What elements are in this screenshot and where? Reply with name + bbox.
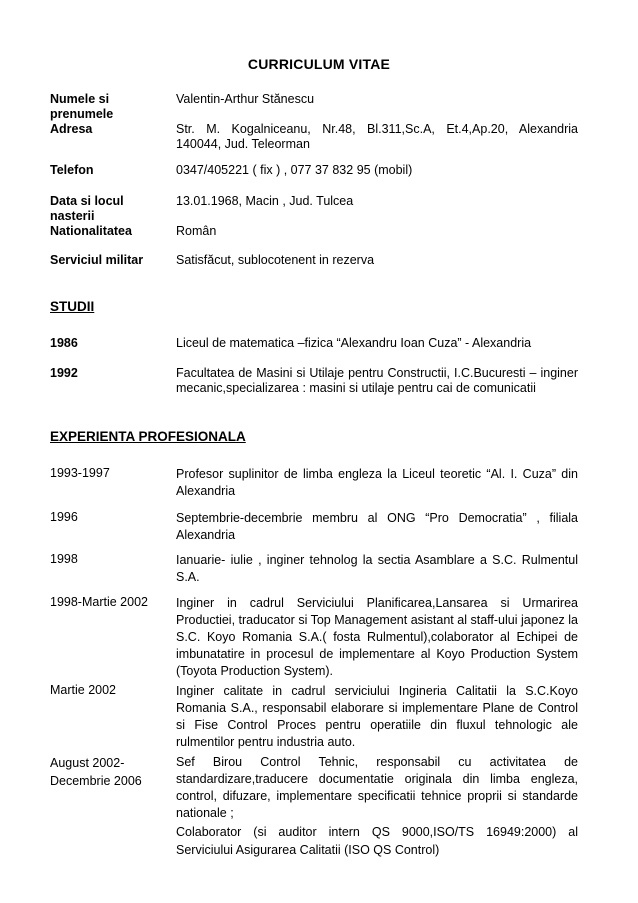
info-label: Serviciul militar — [50, 253, 144, 267]
experience-period-start: August 2002- — [50, 756, 125, 770]
section-heading-studii: STUDII — [50, 299, 95, 314]
experience-period: Martie 2002 — [50, 683, 117, 697]
experience-text: Inginer in cadrul Serviciului Planificarea,Lansarea si Urmarirea Productiei, traducator si Top Management asistant al staff-ului japonez la S.C. Koyo Romania S.A.( fosta Rulmentul),colaborator al Echipei de imbunatatire in procesul de implementare al Koyo Production System (Toyota Production System). — [176, 596, 578, 678]
study-text: Facultatea de Masini si Utilaje pentru Constructii, I.C.Bucuresti – inginer mecanic,specializarea : masini si utilaje pentru cai de comunicatii — [176, 366, 578, 395]
info-value: Satisfăcut, sublocotenent in rezerva — [176, 253, 375, 267]
study-year: 1986 — [50, 336, 78, 350]
info-value: Valentin-Arthur Stănescu — [176, 92, 315, 106]
info-label: Numele si prenumele — [50, 92, 114, 121]
experience-text-part1: Sef Birou Control Tehnic, responsabil cu activitatea de standardizare,traducere documentatie originala din limba engleza, control, difuzare, implementare specificatii tehnice proprii si standarde nationale ; — [176, 755, 578, 820]
experience-period-end: Decembrie 2006 — [50, 774, 142, 788]
experience-period — [50, 754, 165, 790]
study-year: 1992 — [50, 366, 78, 380]
experience-text: Septembrie-decembrie membru al ONG “Pro Democratia” , filiala Alexandria — [176, 511, 578, 542]
experience-period: 1993-1997 — [50, 466, 110, 480]
info-value: Str. M. Kogalniceanu, Nr.48, Bl.311,Sc.A, Et.4,Ap.20, Alexandria 140044, Jud. Teleorman — [176, 122, 578, 151]
experience-period: 1996 — [50, 510, 78, 524]
info-value: Român — [176, 224, 217, 238]
experience-text: Inginer calitate in cadrul serviciului Ingineria Calitatii la S.C.Koyo Romania S.A., responsabil elaborare si implementare Plane de Control si Fise Control Proces pentru operatiile din fluxul tehnologic ale rulmentilor pentru industria auto. — [176, 684, 578, 749]
experience-period: 1998 — [50, 552, 78, 566]
info-label: Data si locul nasterii — [50, 194, 124, 223]
info-label: Nationalitatea — [50, 224, 132, 238]
info-label: Telefon — [50, 163, 94, 177]
experience-text-part2: Colaborator (si auditor intern QS 9000,ISO/TS 16949:2000) al Serviciului Asigurarea Calitatii (ISO QS Control) — [176, 825, 578, 857]
info-label: Adresa — [50, 122, 93, 136]
info-value: 13.01.1968, Macin , Jud. Tulcea — [176, 194, 354, 208]
experience-period: 1998-Martie 2002 — [50, 595, 148, 609]
experience-text: Ianuarie- iulie , inginer tehnolog la sectia Asamblare a S.C. Rulmentul S.A. — [176, 553, 578, 584]
info-value: 0347/405221 ( fix ) , 077 37 832 95 (mobil) — [176, 163, 413, 177]
page-title: CURRICULUM VITAE — [247, 56, 391, 72]
experience-text — [176, 754, 578, 859]
experience-text: Profesor suplinitor de limba engleza la Liceul teoretic “Al. I. Cuza” din Alexandria — [176, 467, 578, 498]
section-heading-experienta: EXPERIENTA PROFESIONALA — [50, 429, 246, 444]
study-text: Liceul de matematica –fizica “Alexandru Ioan Cuza” - Alexandria — [176, 336, 532, 350]
